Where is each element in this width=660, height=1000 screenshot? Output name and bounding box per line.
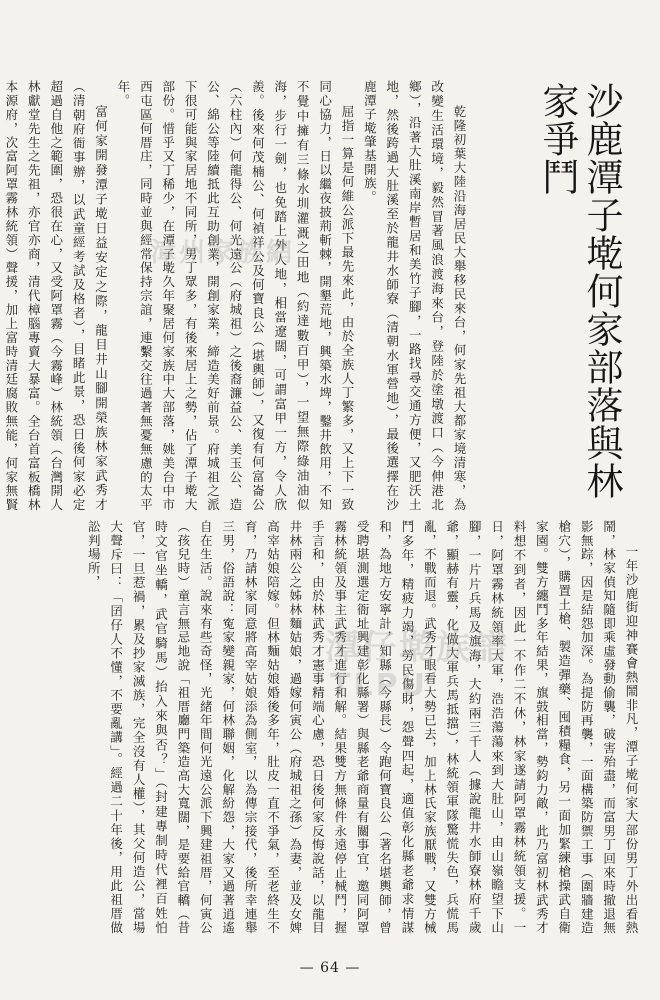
watermark-bottom: 潭仔墘族譜 — [325, 628, 510, 668]
document-title: 沙鹿潭子墘何家部落與林家爭鬥 — [536, 82, 623, 500]
page-number: — 64 — — [299, 960, 361, 976]
right-body-text — [22, 520, 642, 935]
paragraph: 一年沙鹿街迎神賽會熱鬧非凡，潭子墘何家大部份男丁外出看熱鬧，林家偵知隨即乘虛發動偷襲，破害殆盡，而富男丁回來時撤退無影無踪，因是結怨加深。為提防再襲，一面構築防禦工事（圍牆建造槍穴），購置土槍、製造彈藥、囤積糧食，另一面加緊練槍操武自衛家園。雙方纏鬥多年結果，旗鼓相當，勢鈞力敵，此乃富初林武秀才料想不到者，因此一不作二不休，林家遂請阿罩霧林統領支援。一日，阿罩霧林統領率大軍，浩浩蕩蕩來到大肚山，由山嶺瞻望下山腳，一片片兵馬及旗海，大約兩三千人（據說龍井水師寮林府千歲爺，顯赫有靈，化做大軍兵馬抵擋），林統領軍隊驚慌失色，兵慌馬亂，不戰而退。武秀才眼看大勢已去，加上林氏家族厭戰，又雙方械鬥多年，精疲力竭，勞民傷財，怨聲四起，適值彰化縣老爺求情謀和，為地方安寧計，知縣（今縣長）令跑何寶良公（著名堪輿師，曾受聘堪測選定衙址興建彰化縣署）與縣老爺商量有關事宜，邀同阿罩霧林統領及事主武秀才進行和解。結果雙方無條件永遠停止械鬥，握手言和，由於林武秀才憲事精端心慮，恐日後何家反悔說話，以龍目井林兩公之姊林麵姑娘，過嫁何寅公（府城祖之孫）為妻，並及女婢高宰姑娘陪嫁。但林麵姑娘婚後多年，肚皮一直不爭氣，至老終生不育，乃請林家同意將高宰姑娘添為側室，以為傳宗接代，後所幸連舉三男，俗語說：寃家變親家，何林聯姻，化解紛怨，大家又過著逍遙自在生活。說來有些奇怪，光緒年間何光遠公派下興建祖厝，何寅公（孩兒時）童言無忌地說「祖厝廳門築造高大寬闊，是要給官轎（昔時文官坐轎，武官騎馬）抬入來與否？」（封建專制時代裡百姓怕官，一旦惹禍，累及抄家滅族，完全沒有人權），其父何造公，當場大聲斥曰：「囝仔人不懂，不要亂講」。經過二十年後，用此祖厝做訟判場所， — [86, 520, 639, 935]
watermark-latin: TLPU — [330, 668, 428, 703]
left-body-text — [3, 80, 470, 512]
watermark-top: 漳州家族網 — [150, 238, 296, 268]
paragraph: 富何家開發潭子墘日益安定之際，龍目井山腳開榮族林家武秀才（清朝府衙事辦，以武童經考試及格者），目睹此景，恐日後何家必定超過自他之範圍，恐很在心，又受阿罩霧（今霧峰）林統領（台灣開人林獻堂先生之先祖，亦官亦商，清代樟腦專賣大暴富。全台首富板橋林本源府，次富阿罩霧林統領）聲援，加上富時清廷腐敗無能，何家無賢 — [3, 80, 109, 512]
paragraph: 屈指一算是何維公派下最先來此，由於全族人丁繁多，又上下一致同心協力，日以繼夜披荊斬棘，開墾荒地，興築水埤，鑿井飲用，不知不覺中擁有三條水圳灌溉之田地（約達數百甲），一望無際綠油油似海，步行一劍，也免踏上外人地，相當遼闊，可謂富甲一方，令人欣羨。後來何茂楠公、何禎祥公及何寶良公（堪輿師），又復有何富崙公（六柱內）何龍得公、何光遠公（府城祖）之後裔濂益公、美玉公、造公、綿公等陸續抵此互助創業，開創家業，締造美好前景。府城祖之派下很可能與家居地不同所，男丁眾多，有後來居上之勢，佔了潭子墘大部份。惜乎又丁稀少，在潭子墘久年聚居何家族中大部落，姚美台中市西屯區何厝庄，同時並與經常保持宗誼，連繫交往過著無憂無慮的太平年。 — [115, 80, 355, 512]
paragraph: 乾隆初葉大陸沿海居民大舉移民來台，何家先祖大都家境清寒，為改變生活環境，毅然冒著風浪渡海來台，登陸於塗墩渡口（今伸港北鄉），沿著大肚溪南岸暫居和美竹子腳，一路找尋交通方便，又肥沃土地，然後跨過大肚溪至於龍井水師寮（清朝水軍營地），最後選擇在沙鹿潭子墘肇基開族。 — [362, 80, 467, 512]
